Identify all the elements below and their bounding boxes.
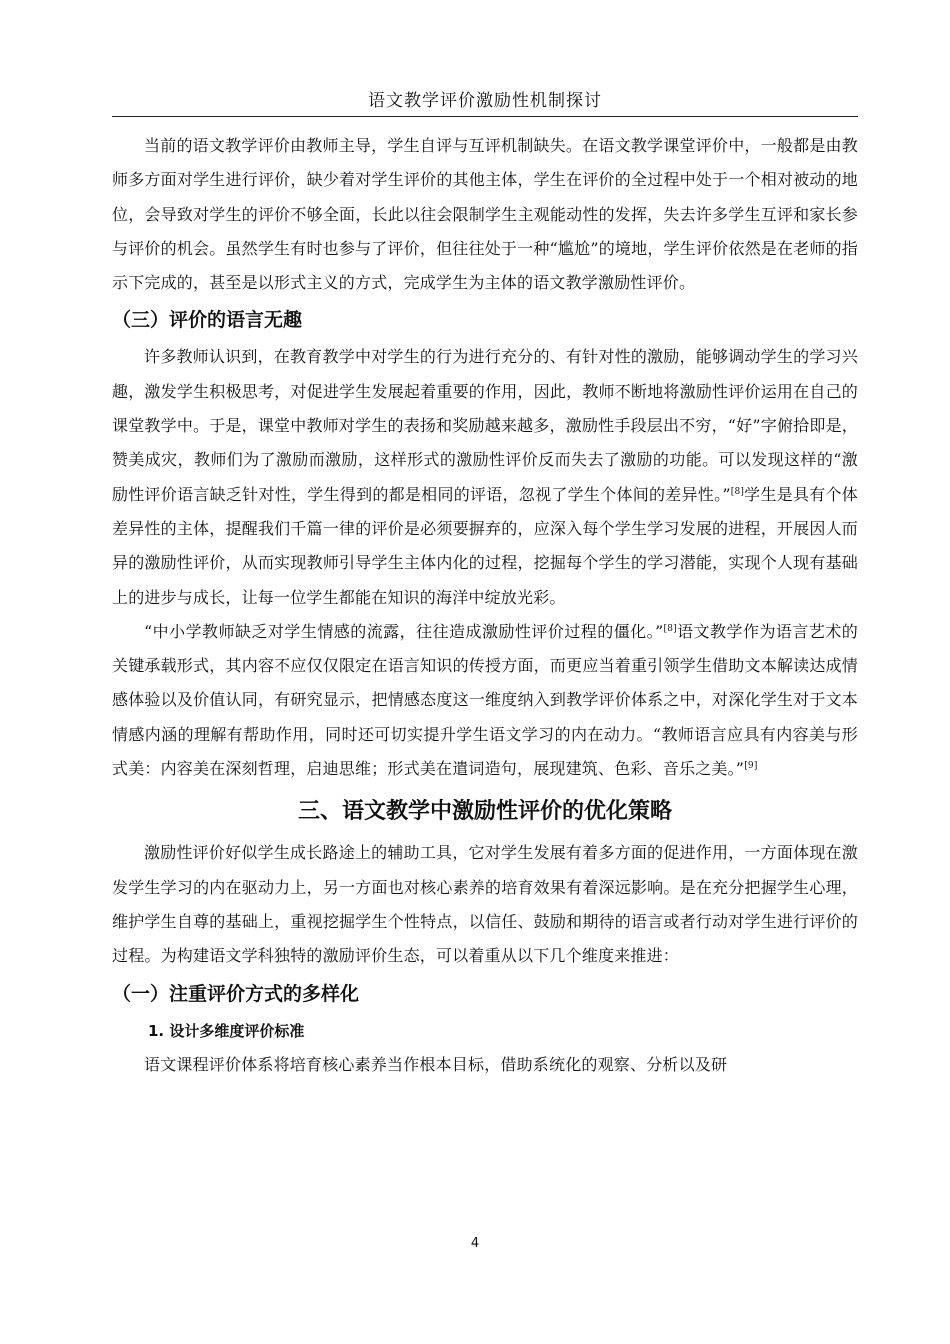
paragraph-text: 学生是具有个体差异性的主体，提醒我们千篇一律的评价是必须要摒弃的，应深入每个学生学习发展的进程，开展因人而异的激励性评价，从而实现教师引导学生主体内化的过程，挖掘每个学生的学习潜能，实现个人现有基础上的进步与成长，让每一位学生都能在知识的海洋中绽放光彩。 (112, 484, 858, 607)
paragraph-emotional-expression (112, 615, 858, 786)
page-number: 4 (470, 1236, 480, 1251)
paragraph-text: 语文教学作为语言艺术的关键承载形式，其内容不应仅仅限定在语言知识的传授方面，而更应当着重引领学生借助文本解读达成情感体验以及价值认同，有研究显示，把情感态度这一维度纳入到教学评价体系之中，对深化学生对于文本情感内涵的理解有帮助作用，同时还可切实提升学生语文学习的内在动力。“教师语言应具有内容美与形式美：内容美在深刻哲理，启迪思维；形式美在遣词造句，展现建筑、色彩、音乐之美。” (112, 621, 858, 779)
citation-ref: [8] (730, 486, 745, 497)
paragraph-curriculum-system: 语文课程评价体系将培育核心素养当作根本目标，借助系统化的观察、分析以及研 (144, 1054, 728, 1074)
body-text (112, 129, 858, 1082)
citation-ref: [8] (663, 623, 677, 634)
paragraph-incentive-language (112, 340, 858, 614)
paragraph-strategy-intro: 激励性评价好似学生成长路途上的辅助工具，它对学生发展有着多方面的促进作用，一方面体现在激发学生学习的内在驱动力上，另一方面也对核心素养的培育效果有着深远影响。是在充分把握学生心理，维护学生自尊的基础上，重视挖掘学生个性特点，以信任、鼓励和期待的语言或者行动对学生进行评价的过程。为构建语文学科独特的激励评价生态，可以着重从以下几个维度来推进： (112, 843, 858, 966)
subheading-diverse-methods: （一）注重评价方式的多样化 (112, 982, 360, 1005)
subheading-language-dull: （三）评价的语言无趣 (112, 309, 303, 332)
paragraph-evaluation-subject: 当前的语文教学评价由教师主导，学生自评与互评机制缺失。在语文教学课堂评价中，一般都是由教师多方面对学生进行评价，缺少着对学生评价的其他主体，学生在评价的全过程中处于一个相对被动的地位，会导致对学生的评价不够全面，长此以往会限制学生主观能动性的发挥，失去许多学生互评和家长参与评价的机会。虽然学生有时也参与了评价，但往往处于一种“尴尬”的境地，学生评价依然是在老师的指示下完成的，甚至是以形式主义的方式，完成学生为主体的语文教学激励性评价。 (112, 136, 858, 293)
running-header: 语文教学评价激励性机制探讨 (368, 91, 602, 111)
paragraph-text: 许多教师认识到，在教育教学中对学生的行为进行充分的、有针对性的激励，能够调动学生的学习兴趣，激发学生积极思考，对促进学生发展起着重要的作用，因此，教师不断地将激励性评价运用在自己的课堂教学中。于是，课堂中教师对学生的表扬和奖励越来越多，激励性手段层出不穷，“好”字俯拾即是，赞美成灾，教师们为了激励而激励，这样形式的激励性评价反而失去了激励的功能。可以发现这样的“激励性评价语言缺乏针对性，学生得到的都是相同的评语，忽视了学生个体间的差异性。” (112, 347, 858, 504)
item-heading-standards: 1. 设计多维度评价标准 (148, 1021, 305, 1040)
section-heading-optimization: 三、语文教学中激励性评价的优化策略 (297, 799, 672, 825)
paragraph-text: “中小学教师缺乏对学生情感的流露，往往造成激励性评价过程的僵化。” (144, 621, 664, 641)
header-rule (112, 116, 858, 117)
citation-ref: [9] (744, 761, 758, 772)
